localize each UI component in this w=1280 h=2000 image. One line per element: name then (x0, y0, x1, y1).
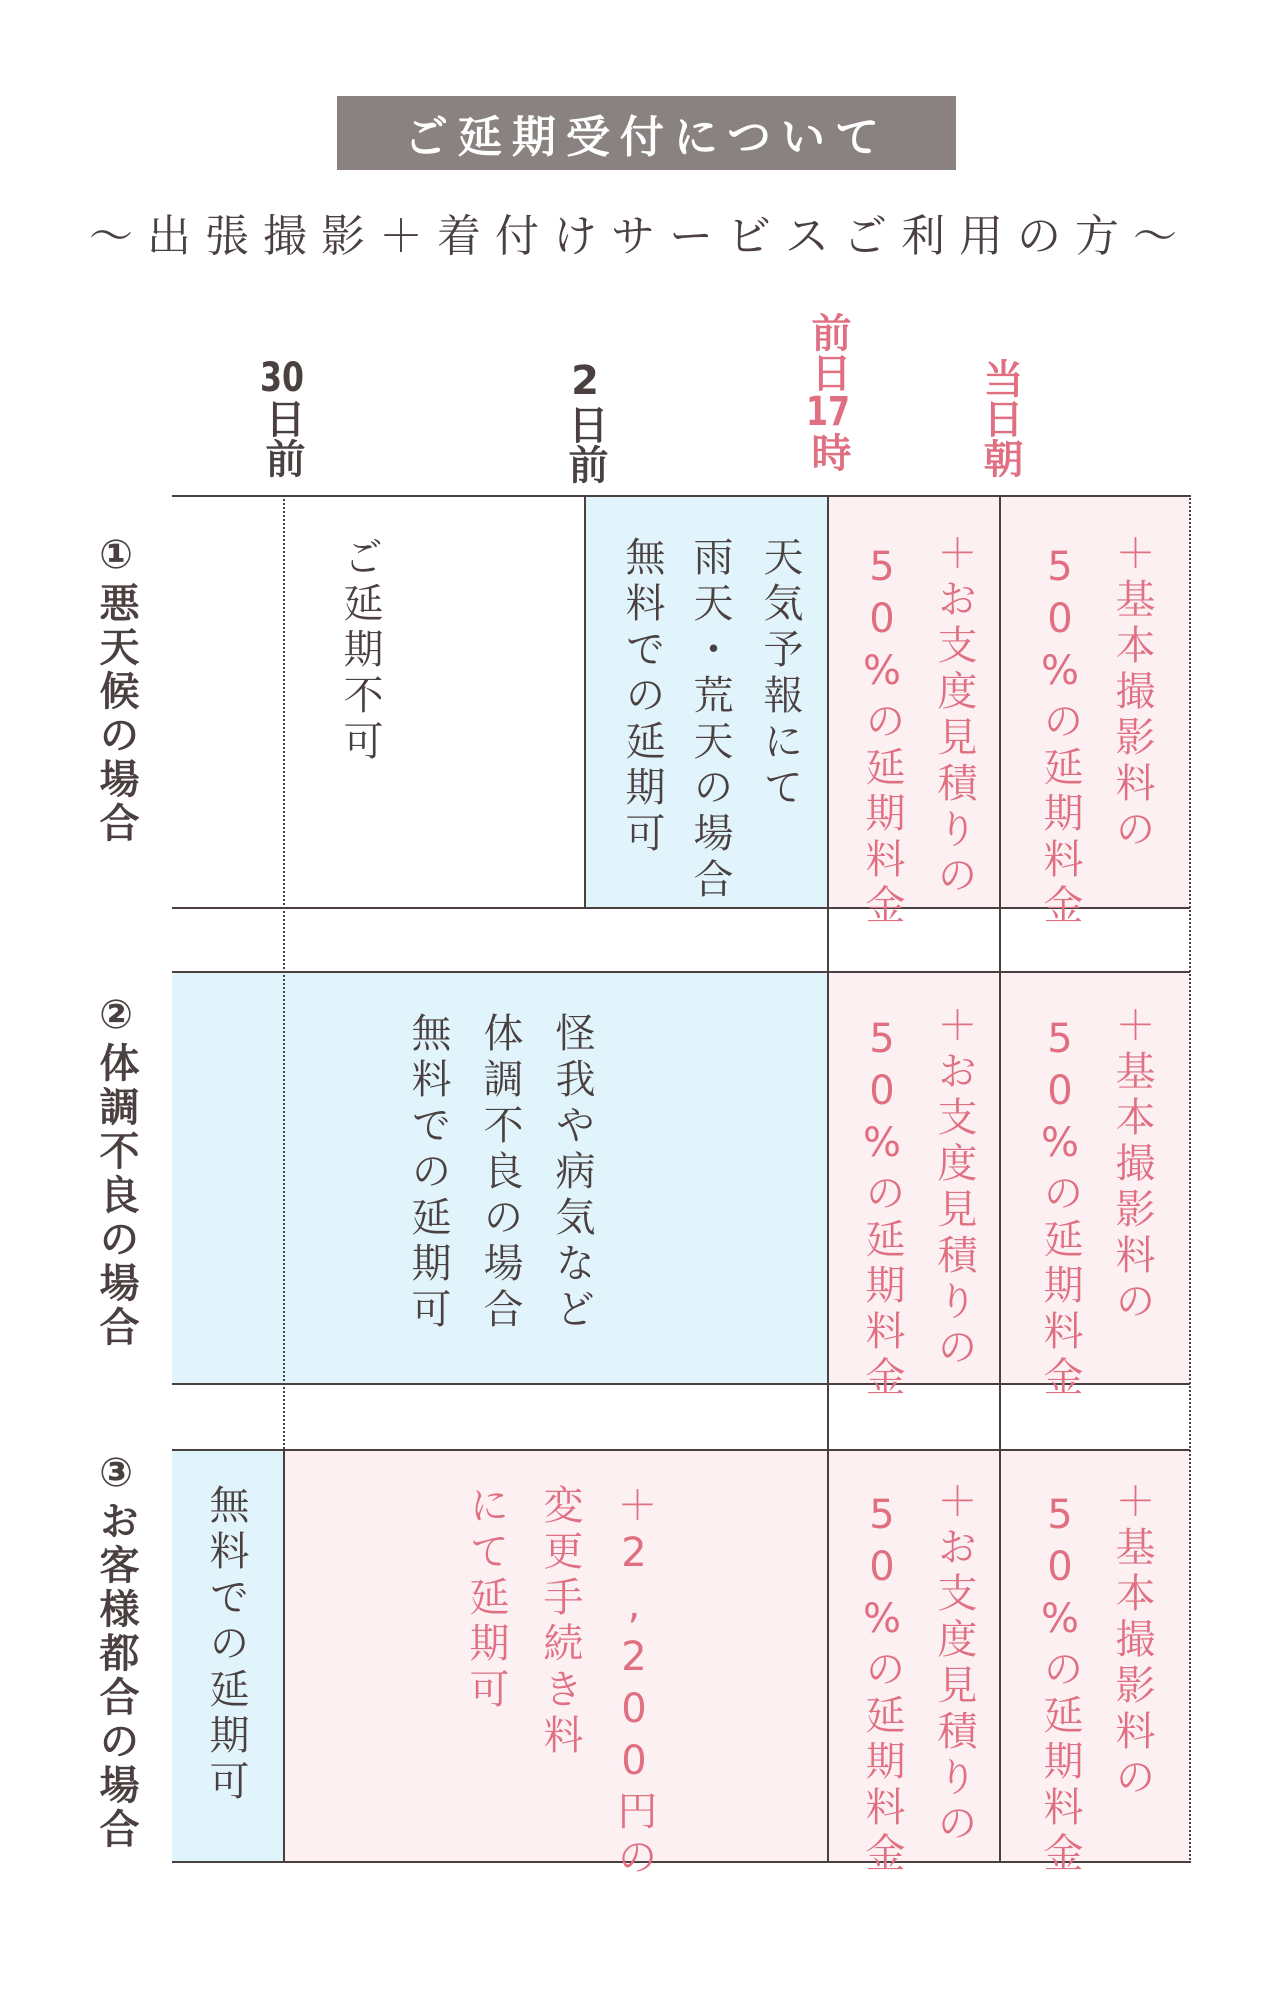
row1-prevday-line-2: 50%の延期料金 (859, 544, 905, 930)
row3-prevday-line-2: 50%の延期料金 (859, 1492, 905, 1878)
row1-weather-line-3: 無料での延期可 (619, 536, 665, 858)
row2-top-line (172, 971, 1190, 973)
row1-2days-divider (584, 495, 586, 909)
page-title: ご延期受付について (403, 112, 890, 163)
row1-weather-line-1: 天気予報にて (757, 536, 803, 812)
row3-fee-line-2: 変更手続き料 (537, 1484, 583, 1760)
title-banner (337, 96, 956, 170)
row1-top-line (172, 495, 1190, 497)
row2-today-cell (1000, 972, 1190, 1384)
row1-label: ①悪天候の場合 (93, 532, 139, 846)
row2-prevday-line-2: 50%の延期料金 (859, 1016, 905, 1402)
timeline-30-days: 30日前 (259, 358, 305, 478)
row1-today-cell (1000, 496, 1190, 908)
row3-fee-line-1: ＋2,200円の (611, 1484, 657, 1882)
row1-prevday-line-1: ＋お支度見積りの (931, 532, 977, 900)
row1-weather-line-2: 雨天・荒天の場合 (687, 536, 733, 904)
row2-prevday-line-1: ＋お支度見積りの (931, 1004, 977, 1372)
row2-illness-line-1: 怪我や病気など (549, 1012, 595, 1334)
today-divider (999, 495, 1001, 1863)
row3-early-line-1: 無料での延期可 (203, 1484, 249, 1806)
row3-today-cell (1000, 1450, 1190, 1862)
30days-dotted-line (283, 495, 285, 1449)
row2-label: ②体調不良の場合 (93, 992, 139, 1350)
row3-fee-line-3: にて延期可 (463, 1484, 509, 1714)
page-subtitle: 〜出張撮影＋着付けサービスご利用の方〜 (89, 211, 1191, 262)
row3-30days-divider (283, 1449, 285, 1863)
row3-label: ③お客様都合の場合 (93, 1450, 139, 1852)
row3-today-line-2: 50%の延期料金 (1037, 1492, 1083, 1878)
row1-today-line-1: ＋基本撮影料の (1109, 532, 1155, 854)
row3-today-line-1: ＋基本撮影料の (1109, 1480, 1155, 1802)
row3-top-line (172, 1449, 1190, 1451)
row3-prevday-line-1: ＋お支度見積りの (931, 1480, 977, 1848)
row1-not-allowed-text: ご延期不可 (337, 536, 383, 766)
timeline-2-days: 2日前 (562, 358, 608, 484)
right-edge-dotted-line (1189, 495, 1191, 1863)
row2-today-line-2: 50%の延期料金 (1037, 1016, 1083, 1402)
timeline-prev-day: 前日17時 (805, 312, 851, 472)
timeline-today: 当日朝 (977, 358, 1023, 478)
row2-illness-line-2: 体調不良の場合 (477, 1012, 523, 1334)
prevday-divider (827, 495, 829, 1863)
row1-today-line-2: 50%の延期料金 (1037, 544, 1083, 930)
row2-illness-line-3: 無料での延期可 (405, 1012, 451, 1334)
row2-today-line-1: ＋基本撮影料の (1109, 1004, 1155, 1326)
